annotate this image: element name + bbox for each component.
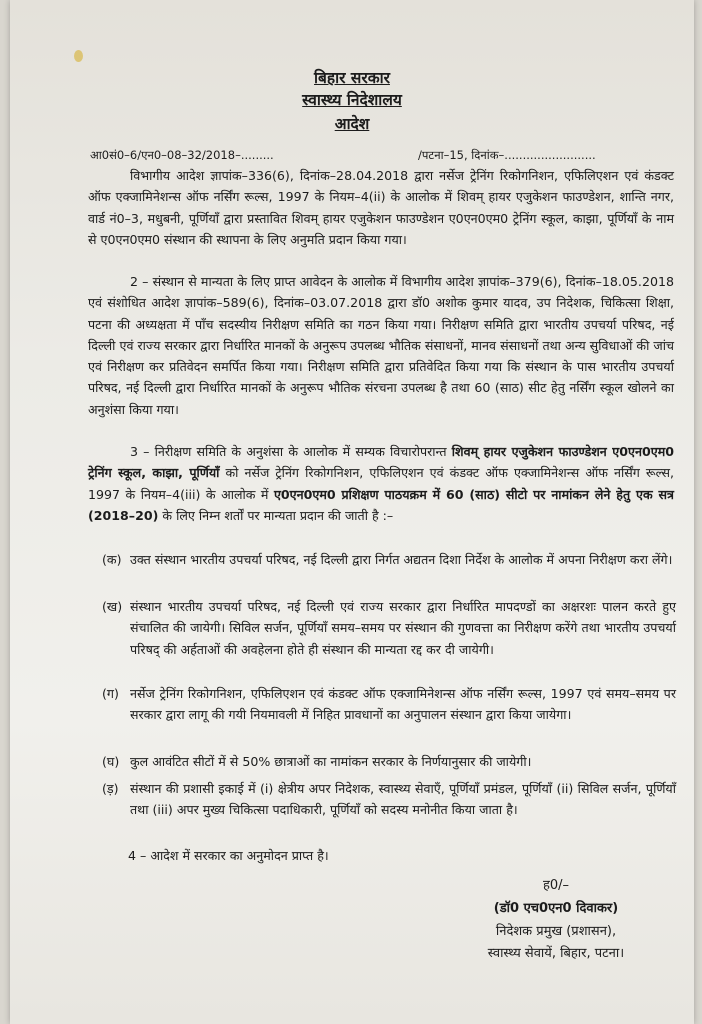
header-government: बिहार सरकार <box>314 69 390 87</box>
signatory-office: स्वास्थ्य सेवायें, बिहार, पटना। <box>487 946 625 961</box>
condition-kha <box>102 596 676 660</box>
paper-stain <box>74 50 83 62</box>
condition-ga <box>102 683 676 726</box>
paragraph-3 <box>88 441 674 526</box>
condition-marker: (घ) <box>102 754 120 769</box>
reference-line <box>90 148 650 163</box>
signatory-name: (डॉ0 एच0एन0 दिवाकर) <box>493 901 619 916</box>
condition-text: उक्त संस्थान भारतीय उपचर्या परिषद, नई दिल्ली द्वारा निर्गत अद्यतन दिशा निर्देश के आलोक में अपना निरीक्षण करा लेंगे। <box>130 552 673 567</box>
order-number: आ0सं0–6/एन0–08–32/2018–......... <box>90 148 274 162</box>
condition-marker: (क) <box>102 552 122 567</box>
condition-gha <box>102 751 676 772</box>
paragraph-1: विभागीय आदेश ज्ञापांक–336(6), दिनांक–28.04.2018 द्वारा नर्सेज ट्रेनिंग रिकोगनिशन, एफिलिएशन एवं कंडक्ट ऑफ एक्जामिनेशन्स ऑफ नर्सिंग रूल्स, 1997 के नियम–4(ii) के आलोक में शिवम् हायर एजुकेशन फाउण्डेशन, शान्ति नगर, वार्ड नं0–3, मधुबनी, पूर्णियाँ द्वारा प्रस्तावित शिवम् हायर एजुकेशन फाउण्डेशन ए0एन0एम0 ट्रेनिंग स्कूल, काझा, पूर्णियाँ के नाम से ए0एन0एम0 संस्थान की स्थापना के लिए अनुमति प्रदान किया गया। <box>88 168 674 247</box>
paragraph-3-course: ए0एन0एम0 प्रशिक्षण पाठयक्रम में 60 (साठ) सीटो पर नामांकन लेने हेतु एक सत्र (2018–20) <box>88 486 675 523</box>
condition-text: नर्सेज ट्रेनिंग रिकोगनिशन, एफिलिएशन एवं कंडक्ट ऑफ एक्जामिनेशन्स ऑफ नर्सिंग रूल्स, 1997 एवं समय–समय पर सरकार द्वारा लागू की गयी नियमावली में निहित प्रावधानों का अनुपालन संस्थान द्वारा किया जायेगा। <box>130 686 676 723</box>
paragraph-2: 2 – संस्थान से मान्यता के लिए प्राप्त आवेदन के आलोक में विभागीय आदेश ज्ञापांक–379(6), दिनांक–18.05.2018 एवं संशोधित आदेश ज्ञापांक–589(6), दिनांक–03.07.2018 द्वारा डॉ0 अशोक कुमार यादव, उप निदेशक, चिकित्सा शिक्षा, पटना की अध्यक्षता में पाँच सदस्यीय निरीक्षण समिति का गठन किया गया। निरीक्षण समिति द्वारा भारतीय उपचर्या परिषद, नई दिल्ली एवं राज्य सरकार द्वारा निर्धारित मानकों के अनुरूप उपलब्ध भौतिक संसाधनों, मानव संसाधनों तथा अन्य सुविधाओं की जांच एवं निरीक्षण कर प्रतिवेदन समर्पित किया गया। निरीक्षण समिति द्वारा प्रतिवेदित किया गया कि संस्थान के पास भारतीय उपचर्या परिषद, नई दिल्ली द्वारा निर्धारित मानकों के अनुरूप भौतिक संरचना उपलब्ध है तथा 60 (साठ) सीट हेतु नर्सिंग स्कूल खोलने का अनुशंसा किया गया। <box>88 274 674 417</box>
condition-ka <box>102 549 676 570</box>
order-date: /पटना–15, दिनांक–......................... <box>418 148 596 162</box>
condition-marker: (ग) <box>102 686 119 701</box>
condition-marker: (ख) <box>102 599 123 614</box>
paragraph-3-text-e: के लिए निम्न शर्तों पर मान्यता प्रदान की जाती है :– <box>158 507 394 523</box>
document-sheet <box>10 0 694 1024</box>
signatory-designation: निदेशक प्रमुख (प्रशासन), <box>495 924 617 939</box>
condition-text: संस्थान की प्रशासी इकाई में (i) क्षेत्रीय अपर निदेशक, स्वास्थ्य सेवाएँ, पूर्णियाँ प्रमंडल, पूर्णियाँ (ii) सिविल सर्जन, पूर्णियाँ तथा (iii) अपर मुख्य चिकित्सा पदाधिकारी, पूर्णियाँ को सदस्य मनोनीत किया जाता है। <box>130 781 676 818</box>
paragraph-3-institute: शिवम् हायर एजुकेशन फाउण्डेशन ए0एन0एम0 ट्रेनिंग स्कूल, काझा, पूर्णियाँ <box>88 444 674 481</box>
paragraph-3-text-c: को नर्सेज ट्रेनिंग रिकोगनिशन, एफिलिएशन एवं कंडक्ट ऑफ एक्जामिनेशन्स ऑफ नर्सिंग रूल्स, 1997 के नियम–4(iii) के आलोक में <box>88 465 674 502</box>
condition-nga <box>102 778 676 821</box>
condition-text: संस्थान भारतीय उपचर्या परिषद, नई दिल्ली एवं राज्य सरकार द्वारा निर्धारित मापदण्डों का अक्षरशः पालन करते हुए संचालित की जायेगी। सिविल सर्जन, पूर्णियाँ समय–समय पर संस्थान की गुणवत्ता का निरीक्षण करेंगे तथा भारतीय उपचर्या परिषद् की अर्हताओं की अवहेलना होते ही संस्थान की मान्यता रद्द कर दी जायेगी। <box>130 599 676 657</box>
paragraph-3-text-a: 3 – निरीक्षण समिति के अनुशंसा के आलोक में सम्यक विचारोपरान्त <box>130 444 452 459</box>
header-order-title: आदेश <box>334 115 370 133</box>
signature-mark: ह0/– <box>542 878 570 893</box>
header-directorate: स्वास्थ्य निदेशालय <box>302 91 402 109</box>
condition-marker: (ड़) <box>102 781 119 796</box>
paragraph-4: 4 – आदेश में सरकार का अनुमोदन प्राप्त है। <box>128 848 329 863</box>
condition-text: कुल आवंटित सीटों में से 50% छात्राओं का नामांकन सरकार के निर्णयानुसार की जायेगी। <box>130 754 532 769</box>
